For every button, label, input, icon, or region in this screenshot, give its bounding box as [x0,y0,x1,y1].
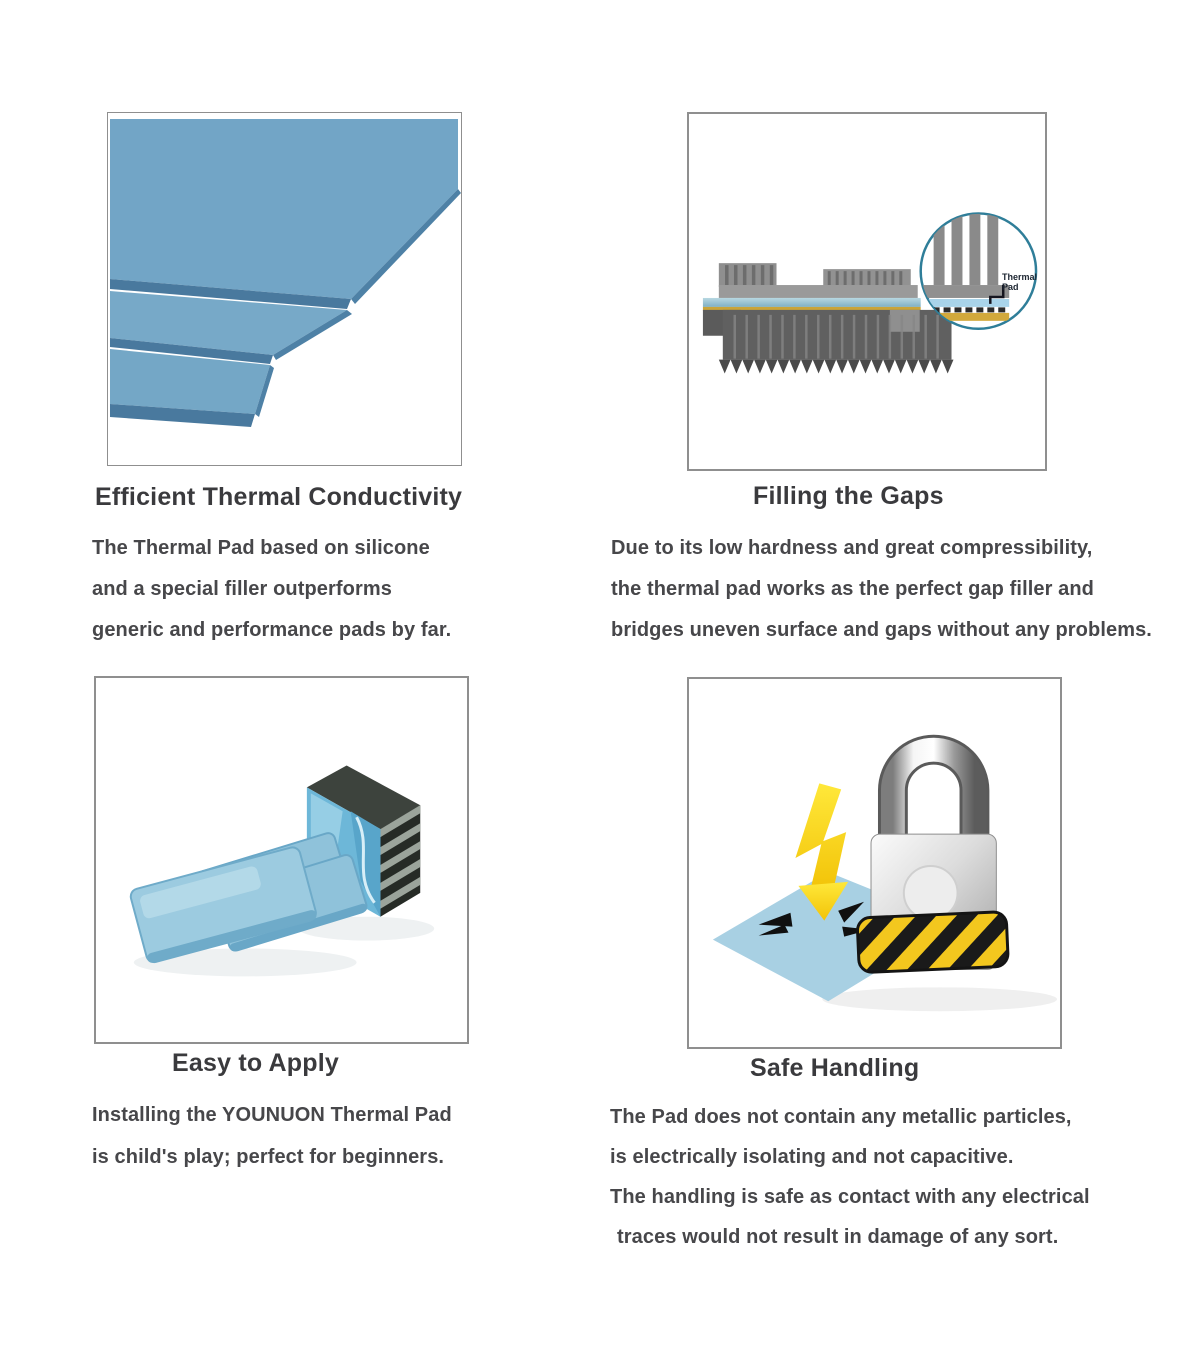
feature-text-line: bridges uneven surface and gaps without any problems. [611,619,1152,641]
feature-description [92,528,451,651]
heatsink-cross-section-illustration [689,114,1045,469]
thermal-pad-callout-label: Thermal Pad [1002,272,1038,292]
padlock-image-box [687,677,1062,1049]
padlock [857,750,1008,973]
feature-title: Safe Handling [750,1054,920,1082]
thermal-pads-and-heatsink-illustration [96,678,467,1042]
heatsink-diagram-image-box [687,112,1047,471]
stacked-thermal-pads-image-box [107,112,462,466]
feature-description [92,1094,452,1178]
stacked-thermal-pads-illustration [108,113,461,465]
pads-heatsink-image-box [94,676,469,1044]
feature-text-line: The handling is safe as contact with any electrical [610,1186,1090,1208]
feature-text-line: traces would not result in damage of any sort. [617,1226,1059,1248]
feature-title: Easy to Apply [172,1049,339,1077]
hazard-stripe-band [857,912,1008,973]
thermal-pad-stack [129,831,368,963]
padlock-and-lightning-illustration [689,679,1060,1047]
feature-text-line: Installing the YOUNUON Thermal Pad [92,1104,452,1126]
feature-text-line: generic and performance pads by far. [92,619,452,641]
feature-text-line: The Thermal Pad based on silicone [92,537,430,559]
feature-text-line: and a special filler outperforms [92,578,392,600]
magnifier-callout [920,211,1036,328]
heatsink-fins-sawtooth [719,360,954,374]
feature-text-line: The Pad does not contain any metallic particles, [610,1106,1072,1128]
heatsink-assembly [703,263,954,373]
thermal-pad-sheet-top [110,119,461,309]
feature-text-line: is child's play; perfect for beginners. [92,1146,445,1168]
feature-description [611,528,1152,651]
feature-text-line: Due to its low hardness and great compressibility, [611,537,1093,559]
feature-text-line: the thermal pad works as the perfect gap filler and [611,578,1094,600]
feature-title: Efficient Thermal Conductivity [95,483,463,511]
feature-title: Filling the Gaps [753,482,944,510]
thermal-pad-layer [703,298,921,307]
feature-description [610,1097,1090,1257]
feature-text-line: is electrically isolating and not capacitive. [610,1146,1014,1168]
